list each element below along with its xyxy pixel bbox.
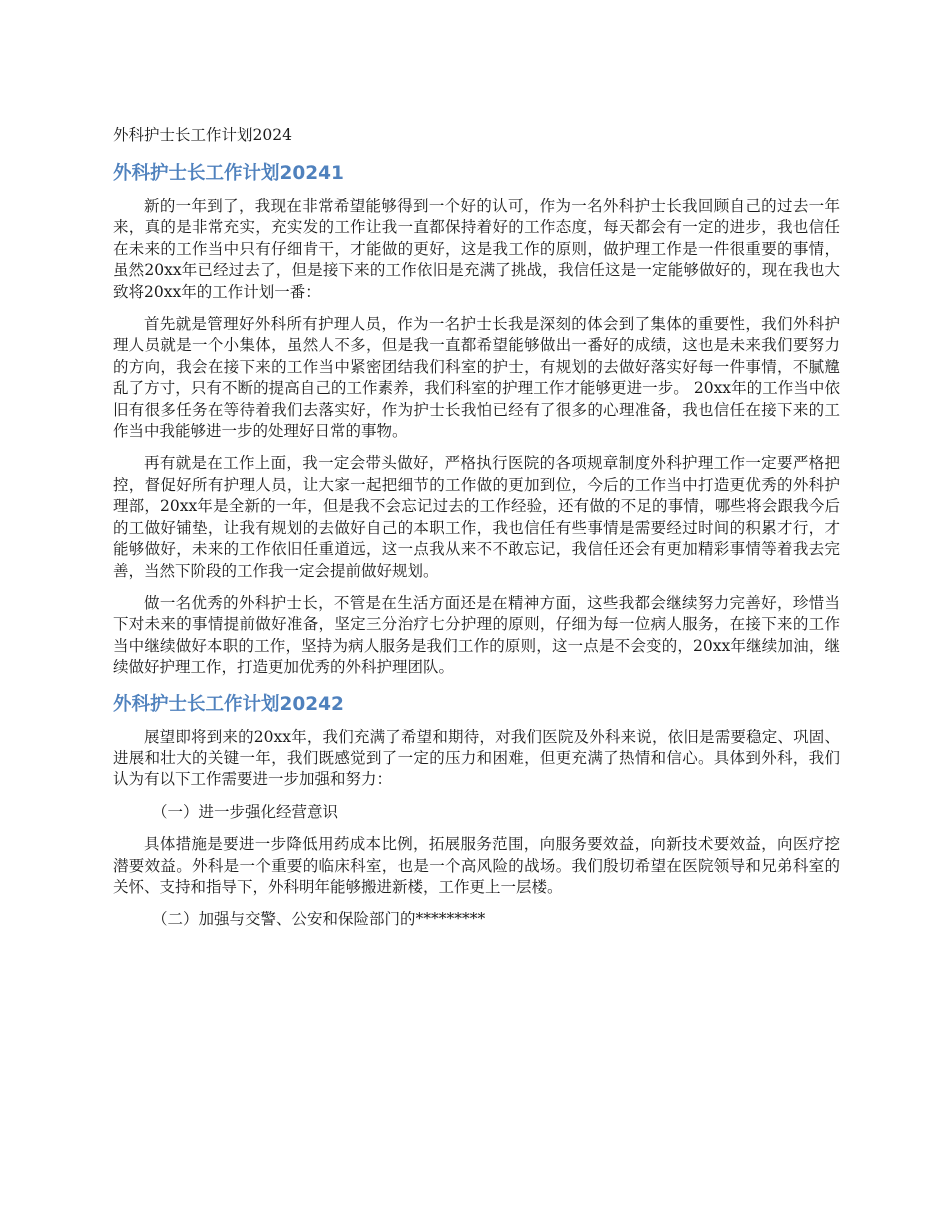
section-1 (113, 160, 840, 679)
paragraph: 再有就是在工作上面，我一定会带头做好，严格执行医院的各项规章制度外科护理工作一定要严格把控，督促好所有护理人员，让大家一起把细节的工作做的更加到位，今后的工作当中打造更优秀的外科护理部，20xx年是全新的一年，但是我不会忘记过去的工作经验，还有做的不足的事情，哪些将会跟我今后的工做好铺垫，让我有规划的去做好自己的本职工作，我也信任有些事情是需要经过时间的积累才行，才能够做好，未来的工作依旧任重道远，这一点我从来不不敢忘记，我信任还会有更加精彩事情等着我去完善，当然下阶段的工作我一定会提前做好规划。 (113, 454, 840, 580)
paragraph: 首先就是管理好外科所有护理人员，作为一名护士长我是深刻的体会到了集体的重要性，我们外科护理人员就是一个小集体，虽然人不多，但是我一直都希望能够做出一番好的成绩，这也是未来我们要努力的方向，我会在接下来的工作当中紧密团结我们科室的护士，有规划的去做好落实好每一件事情，不腻韑乱了方寸，只有不断的提高自己的工作素养，我们科室的护理工作才能够更进一步。 20xx年的工作当中依旧有很多任务在等待着我们去落实好，作为护士长我怕已经有了很多的心理准备，我也信任在接下来的工作当中我能够进一步的处理好日常的事物。 (113, 315, 840, 441)
subheading: （二）加强与交警、公安和保险部门的********* (152, 910, 486, 929)
document-page (113, 122, 840, 942)
section-heading: 外科护士长工作计划20242 (113, 693, 344, 715)
section-heading: 外科护士长工作计划20241 (113, 163, 344, 184)
paragraph: 具体措施是要进一步降低用药成本比例，拓展服务范围，向服务要效益，向新技术要效益，向医疗挖潜要效益。外科是一个重要的临床科室，也是一个高风险的战场。我们殷切希望在医院领导和兄弟科室的关怀、支持和指导下，外科明年能够搬进新楼，工作更上一层楼。 (113, 835, 840, 896)
paragraph: 新的一年到了，我现在非常希望能够得到一个好的认可，作为一名外科护士长我回顾自己的过去一年来，真的是非常充实，充实发的工作让我一直都保持着好的工作态度，每天都会有一定的进步，我也信任在未来的工作当中只有仔细肯干，才能做的更好，这是我工作的原则，做护理工作是一件很重要的事情，虽然20xx年已经过去了，但是接下来的工作依旧是充满了挑战，我信任这是一定能够做好的，现在我也大致将20xx年的工作计划一番： (113, 197, 840, 301)
section-2 (113, 691, 840, 931)
paragraph: 展望即将到来的20xx年，我们充满了希望和期待，对我们医院及外科来说，依旧是需要稳定、巩固、进展和壮大的关键一年，我们既感觉到了一定的压力和困难，但更充满了热情和信心。具体到外科，我们认为有以下工作需要进一步加强和努力： (113, 727, 840, 789)
document-title: 外科护士长工作计划2024 (113, 126, 292, 144)
subheading: （一）进一步强化经营意识 (152, 802, 339, 821)
paragraph: 做一名优秀的外科护士长，不管是在生活方面还是在精神方面，这些我都会继续努力完善好，珍惜当下对未来的事情提前做好准备，坚定三分治疗七分护理的原则，仔细为每一位病人服务，在接下来的工作当中继续做好本职的工作，坚持为病人服务是我们工作的原则，这一点是不会变的，20xx年继续加油，继续做好护理工作，打造更加优秀的外科护理团队。 (113, 593, 840, 677)
